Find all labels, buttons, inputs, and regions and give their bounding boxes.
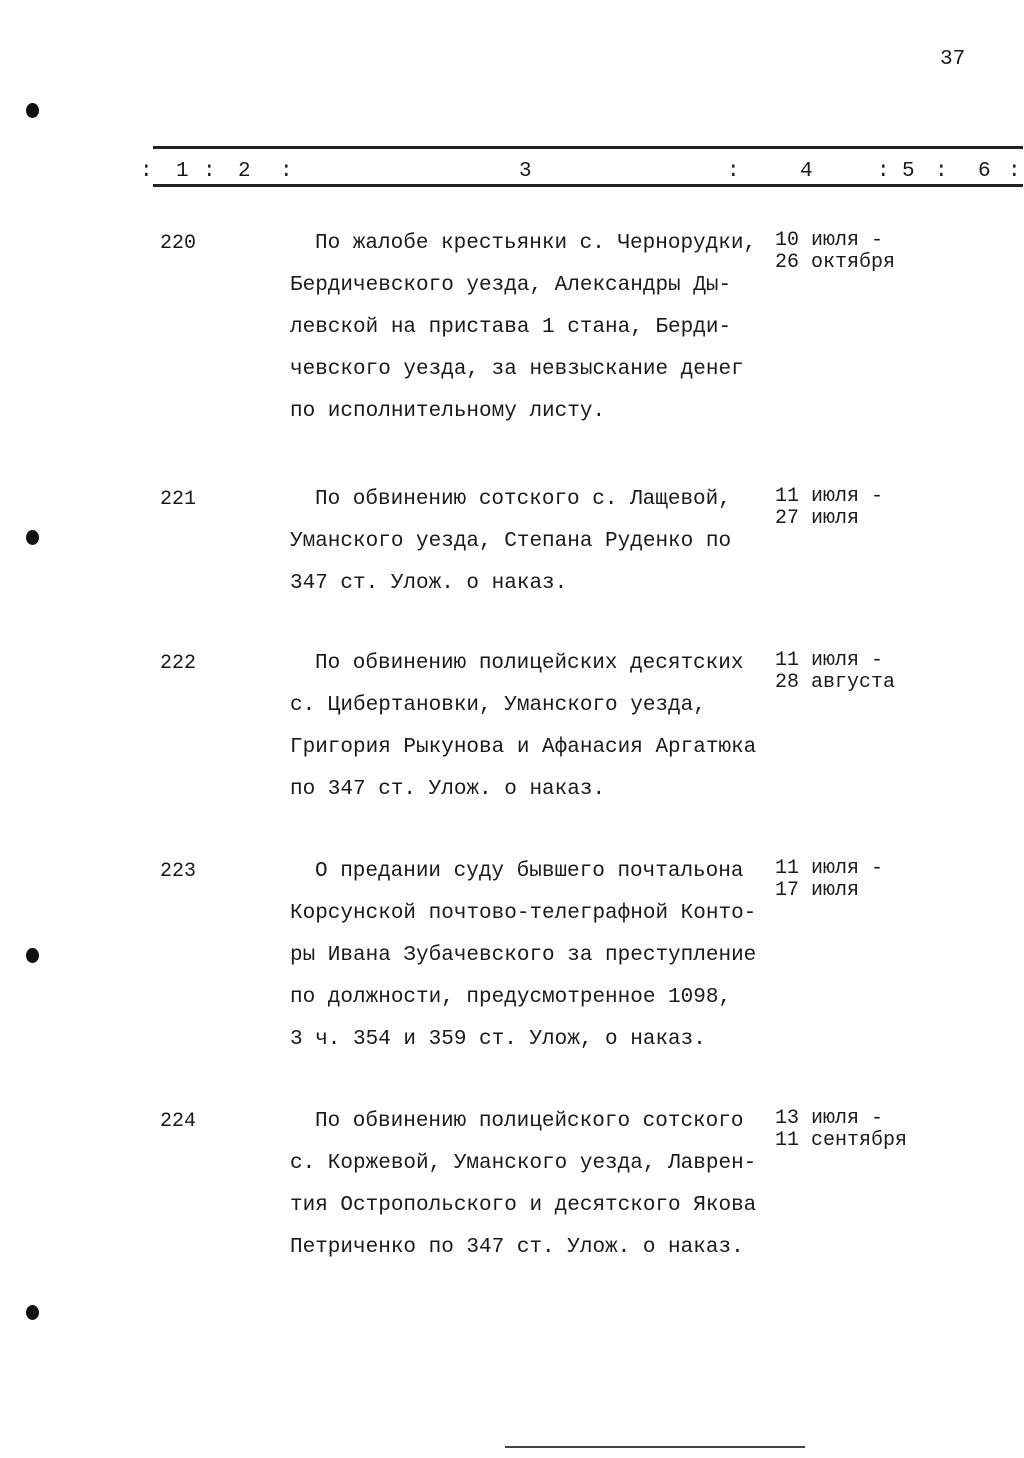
header-rule-bottom bbox=[153, 184, 1023, 187]
entry-text-line: по должности, предусмотренное 1098, bbox=[290, 986, 732, 1009]
date-start: 10 июля - bbox=[775, 229, 884, 252]
entry-text-line: тия Остропольского и десятского Якова bbox=[290, 1194, 757, 1217]
entry-text-line: 347 ст. Улож. о наказ. bbox=[290, 572, 568, 595]
entry-text-line: По обвинению полицейских десятских bbox=[315, 652, 744, 675]
column-header-2: 2 bbox=[238, 160, 251, 183]
entry-text-line: О предании суду бывшего почтальона bbox=[315, 860, 744, 883]
date-start: 11 июля - bbox=[775, 857, 884, 880]
binding-hole bbox=[26, 948, 39, 963]
column-separator: : bbox=[877, 160, 890, 183]
entry-number: 223 bbox=[160, 860, 197, 883]
column-separator: : bbox=[727, 160, 740, 183]
binding-hole bbox=[26, 530, 39, 545]
column-header-5: 5 bbox=[902, 160, 915, 183]
date-end: 11 сентября bbox=[775, 1129, 908, 1152]
entry-text-line: с. Цибертановки, Уманского уезда, bbox=[290, 694, 706, 717]
page-number: 37 bbox=[940, 48, 966, 71]
column-header-3: 3 bbox=[519, 160, 532, 183]
entry-text-line: Уманского уезда, Степана Руденко по bbox=[290, 530, 732, 553]
date-start: 11 июля - bbox=[775, 649, 884, 672]
entry-text-line: с. Коржевой, Уманского уезда, Лаврен- bbox=[290, 1152, 757, 1175]
entry-text-line: ры Ивана Зубачевского за преступление bbox=[290, 944, 757, 967]
header-rule-top bbox=[153, 146, 1023, 149]
column-separator: : bbox=[935, 160, 948, 183]
entry-text-line: чевского уезда, за невзыскание денег bbox=[290, 358, 744, 381]
entry-number: 220 bbox=[160, 232, 197, 255]
entry-text-line: 3 ч. 354 и 359 ст. Улож, о наказ. bbox=[290, 1028, 706, 1051]
entry-text-line: По обвинению полицейского сотского bbox=[315, 1110, 744, 1133]
column-header-6: 6 bbox=[978, 160, 991, 183]
column-separator: : bbox=[203, 160, 216, 183]
entry-number: 224 bbox=[160, 1110, 197, 1133]
date-start: 13 июля - bbox=[775, 1107, 884, 1130]
binding-hole bbox=[26, 1305, 39, 1320]
entry-text-line: по исполнительному листу. bbox=[290, 400, 606, 423]
entry-text-line: по 347 ст. Улож. о наказ. bbox=[290, 778, 606, 801]
entry-text-line: левской на пристава 1 стана, Берди- bbox=[290, 316, 732, 339]
entry-text-line: Корсунской почтово-телеграфной Конто- bbox=[290, 902, 757, 925]
binding-hole bbox=[26, 103, 39, 118]
footer-rule bbox=[505, 1446, 805, 1448]
entry-text-line: Петриченко по 347 ст. Улож. о наказ. bbox=[290, 1236, 744, 1259]
column-separator: : bbox=[280, 160, 293, 183]
column-separator: : bbox=[140, 160, 153, 183]
date-end: 28 августа bbox=[775, 671, 896, 694]
date-end: 27 июля bbox=[775, 507, 860, 530]
entry-text-line: По жалобе крестьянки с. Чернорудки, bbox=[315, 232, 757, 255]
date-start: 11 июля - bbox=[775, 485, 884, 508]
entry-text-line: Бердичевского уезда, Александры Ды- bbox=[290, 274, 732, 297]
entry-number: 222 bbox=[160, 652, 197, 675]
entry-text-line: Григория Рыкунова и Афанасия Аргатюка bbox=[290, 736, 757, 759]
column-header-4: 4 bbox=[800, 160, 813, 183]
date-end: 17 июля bbox=[775, 879, 860, 902]
entry-number: 221 bbox=[160, 488, 197, 511]
column-header-1: 1 bbox=[176, 160, 189, 183]
date-end: 26 октября bbox=[775, 251, 896, 274]
entry-text-line: По обвинению сотского с. Лащевой, bbox=[315, 488, 731, 511]
column-separator: : bbox=[1008, 160, 1021, 183]
